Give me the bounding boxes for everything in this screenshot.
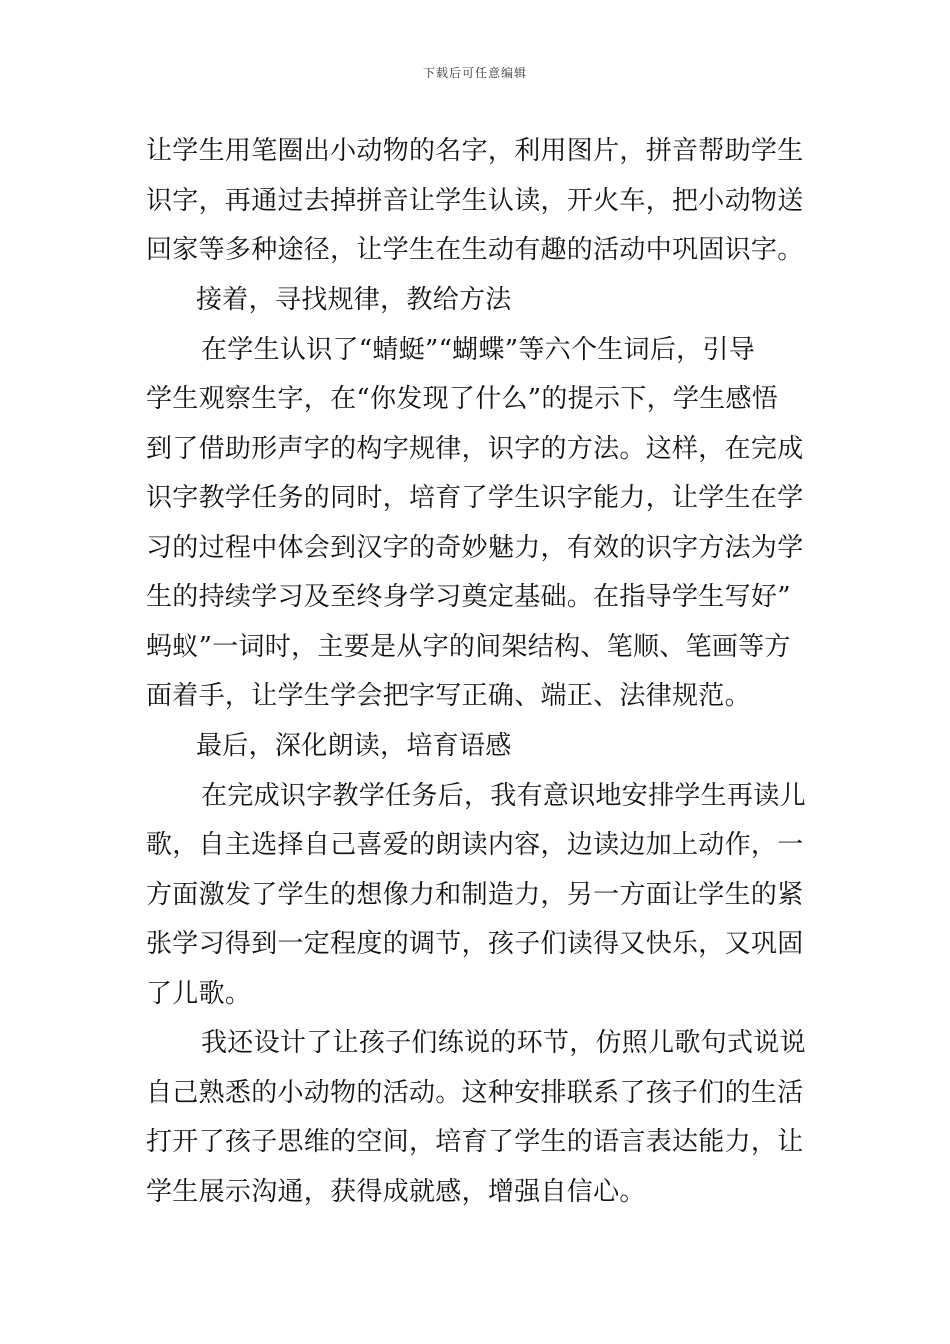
body-line: 张学习得到一定程度的调节，孩子们读得又快乐，又巩固 bbox=[146, 929, 804, 959]
body-line: 生的持续学习及至终身学习奠定基础。在指导学生写好” bbox=[146, 582, 791, 612]
body-line: 让学生用笔圈出小动物的名字，利用图片，拼音帮助学生 bbox=[146, 136, 804, 166]
body-line: 歌，自主选择自己喜爱的朗读内容，边读边加上动作，一 bbox=[146, 830, 804, 860]
body-line: 学生观察生字，在“你发现了什么”的提示下，学生感悟 bbox=[146, 384, 779, 414]
section-heading: 最后，深化朗读，培育语感 bbox=[196, 731, 512, 761]
page-header: 下载后可任意编辑 bbox=[422, 66, 527, 80]
body-line: 识字教学任务的同时，培育了学生识字能力，让学生在学 bbox=[146, 483, 804, 513]
body-line: 在学生认识了“蜻蜓”“蝴蝶”等六个生词后，引导 bbox=[201, 335, 756, 365]
body-line: 习的过程中体会到汉字的奇妙魅力，有效的识字方法为学 bbox=[146, 533, 804, 563]
body-line: 了儿歌。 bbox=[146, 979, 252, 1009]
body-line: 我还设计了让孩子们练说的环节，仿照儿歌句式说说 bbox=[201, 1028, 806, 1058]
body-line: 面着手，让学生学会把字写正确、端正、法律规范。 bbox=[146, 681, 751, 711]
body-line: 蚂蚁”一词时，主要是从字的间架结构、笔顺、笔画等方 bbox=[146, 632, 791, 662]
body-line: 识字，再通过去掉拼音让学生认读，开火车，把小动物送 bbox=[146, 186, 804, 216]
section-heading: 接着，寻找规律，教给方法 bbox=[196, 285, 512, 315]
body-line: 学生展示沟通，获得成就感，增强自信心。 bbox=[146, 1177, 646, 1207]
body-line: 在完成识字教学任务后，我有意识地安排学生再读儿 bbox=[201, 781, 806, 811]
body-line: 方面激发了学生的想像力和制造力，另一方面让学生的紧 bbox=[146, 880, 804, 910]
body-line: 回家等多种途径，让学生在生动有趣的活动中巩固识字。 bbox=[146, 235, 804, 265]
body-line: 打开了孩子思维的空间，培育了学生的语言表达能力，让 bbox=[146, 1127, 804, 1157]
body-line: 自己熟悉的小动物的活动。这种安排联系了孩子们的生活 bbox=[146, 1078, 804, 1108]
body-line: 到了借助形声字的构字规律，识字的方法。这样，在完成 bbox=[146, 434, 804, 464]
